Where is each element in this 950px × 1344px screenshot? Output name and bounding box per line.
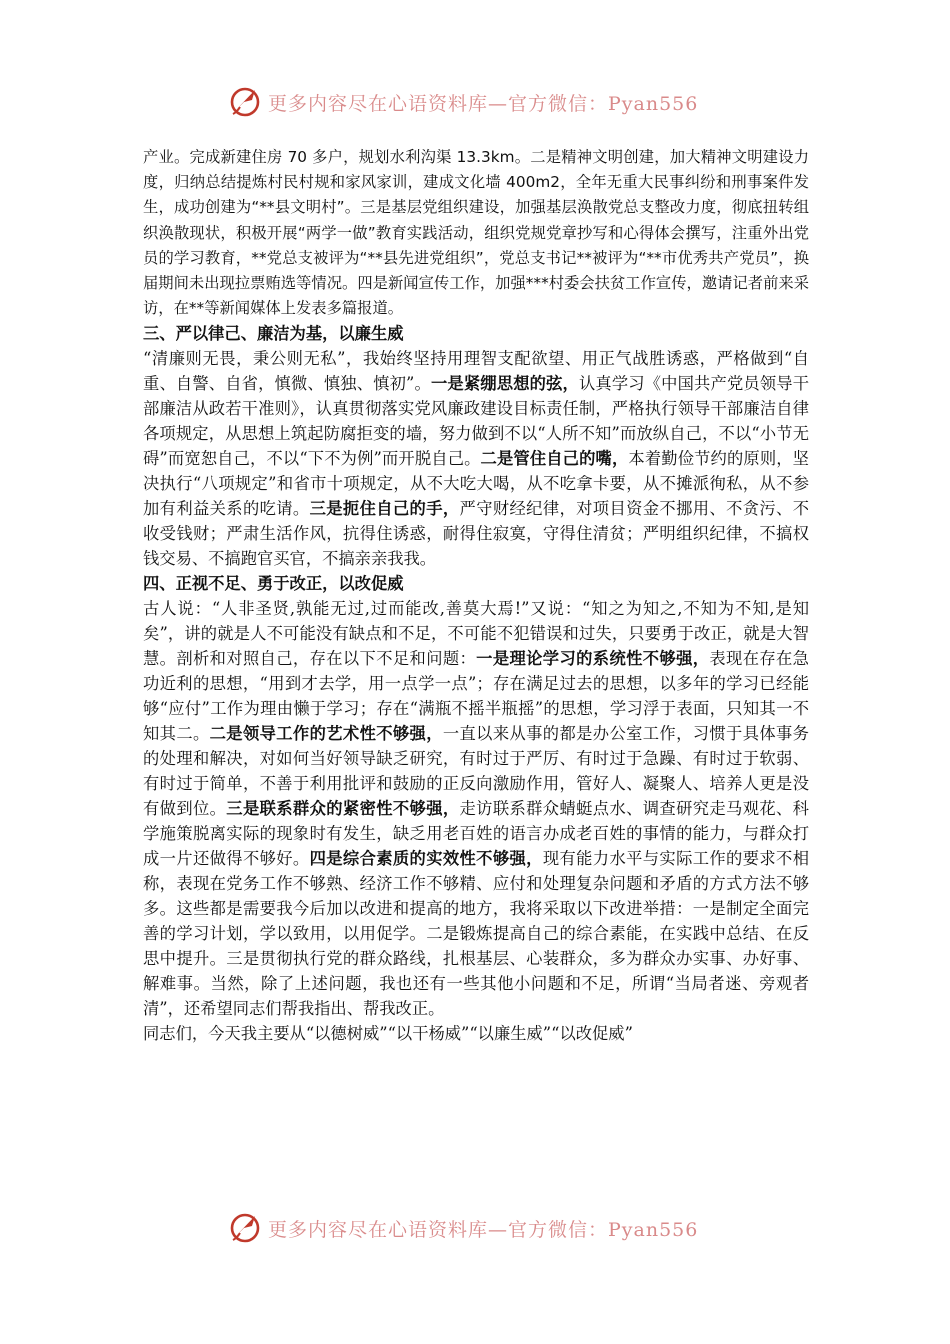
section-heading-3: 三、严以律己、廉洁为基，以廉生威 [143,324,404,344]
bold-point-4: 四是综合素质的实效性不够强， [309,849,543,869]
bold-point-2: 二是管住自己的嘴， [480,449,629,469]
bold-point-2: 二是领导工作的艺术性不够强， [209,724,443,744]
watermark-footer [228,1210,748,1246]
bold-point-1: 一是理论学习的系统性不够强， [476,649,710,669]
watermark-text: 更多内容尽在心语资料库—官方微信：Pyan556 [268,92,699,115]
watermark-header [228,84,748,120]
document-body [143,145,809,1046]
paragraph-closing: 同志们，今天我主要从“以德树威”“以干杨威”“以廉生威”“以改促威” [143,1024,633,1044]
watermark-text: 更多内容尽在心语资料库—官方微信：Pyan556 [268,1218,699,1241]
section-heading-4: 四、正视不足、勇于改正，以改促威 [143,574,404,594]
quill-pen-logo-icon [228,85,262,119]
paragraph-section-3: “清廉则无畏，秉公则无私”，我始终坚持用理智支配欲望、用正气战胜诱惑，严格做到“自重、自警、自省，慎微、慎独、慎初”。一是紧绷思想的弦，认真学习《中国共产党员领导干部廉洁从政若干准则》，认真贯彻落实党风廉政建设目标责任制，严格执行领导干部廉洁自律各项规定，从思想上筑起防腐拒变的墙，努力做到不以“人所不知”而放纵自己，不以“小节无碍”而宽恕自己，不以“下不为例”而开脱自己。二是管住自己的嘴，本着勤俭节约的原则，坚决执行“八项规定”和省市十项规定，从不大吃大喝，从不吃拿卡要，从不摊派徇私，从不参加有利益关系的吃请。三是扼住自己的手，严守财经纪律，对项目资金不挪用、不贪污、不收受钱财；严肃生活作风，抗得住诱惑，耐得住寂寞，守得住清贫；严明组织纪律，不搞权钱交易、不搞跑官买官，不搞亲亲我我。 [143,349,809,569]
bold-point-1: 一是紧绷思想的弦， [430,374,579,394]
quill-pen-logo-icon [228,1211,262,1245]
paragraph-intro: 产业。完成新建住房 70 多户，规划水利沟渠 13.3km。二是精神文明创建，加大精神文明建设力度，归纳总结提炼村民村规和家风家训，建成文化墙 400m2，全年无重大民事纠纷和刑事案件发生，成功创建为“**县文明村”。三是基层党组织建设，加强基层涣散党总支整改力度，彻底扭转组织涣散现状，积极开展“两学一做”教育实践活动，组织党规党章抄写和心得体会撰写，注重外出党员的学习教育，**党总支被评为“**县先进党组织”，党总支书记**被评为“**市优秀共产党员”，换届期间未出现拉票贿选等情况。四是新闻宣传工作，加强***村委会扶贫工作宣传，邀请记者前来采访，在**等新闻媒体上发表多篇报道。 [143,148,809,318]
bold-point-3: 三是扼住自己的手， [309,499,460,519]
paragraph-section-4: 古人说：“人非圣贤,孰能无过,过而能改,善莫大焉!”又说：“知之为知之,不知为不知,是知矣”，讲的就是人不可能没有缺点和不足，不可能不犯错误和过失，只要勇于改正，就是大智慧。剖析和对照自己，存在以下不足和问题：一是理论学习的系统性不够强，表现在存在急功近利的思想，“用到才去学，用一点学一点”；存在满足过去的思想，以多年的学习已经能够“应付”工作为理由懒于学习；存在“满瓶不摇半瓶摇”的思想，学习浮于表面，只知其一不知其二。二是领导工作的艺术性不够强，一直以来从事的都是办公室工作，习惯于具体事务的处理和解决，对如何当好领导缺乏研究，有时过于严厉、有时过于急躁、有时过于软弱、有时过于简单，不善于利用批评和鼓励的正反向激励作用，管好人、凝聚人、培养人更是没有做到位。三是联系群众的紧密性不够强，走访联系群众蜻蜓点水、调查研究走马观花、科学施策脱离实际的现象时有发生，缺乏用老百姓的语言办成老百姓的事情的能力，与群众打成一片还做得不够好。四是综合素质的实效性不够强，现有能力水平与实际工作的要求不相称，表现在党务工作不够熟、经济工作不够精、应付和处理复杂问题和矛盾的方式方法不够多。这些都是需要我今后加以改进和提高的地方，我将采取以下改进举措：一是制定全面完善的学习计划，学以致用，以用促学。二是锻炼提高自己的综合素能，在实践中总结、在反思中提升。三是贯彻执行党的群众路线，扎根基层、心装群众，多为群众办实事、办好事、解难事。当然，除了上述问题，我也还有一些其他小问题和不足，所谓“当局者迷、旁观者清”，还希望同志们帮我指出、帮我改正。 [143,599,809,1019]
bold-point-3: 三是联系群众的紧密性不够强， [226,799,460,819]
